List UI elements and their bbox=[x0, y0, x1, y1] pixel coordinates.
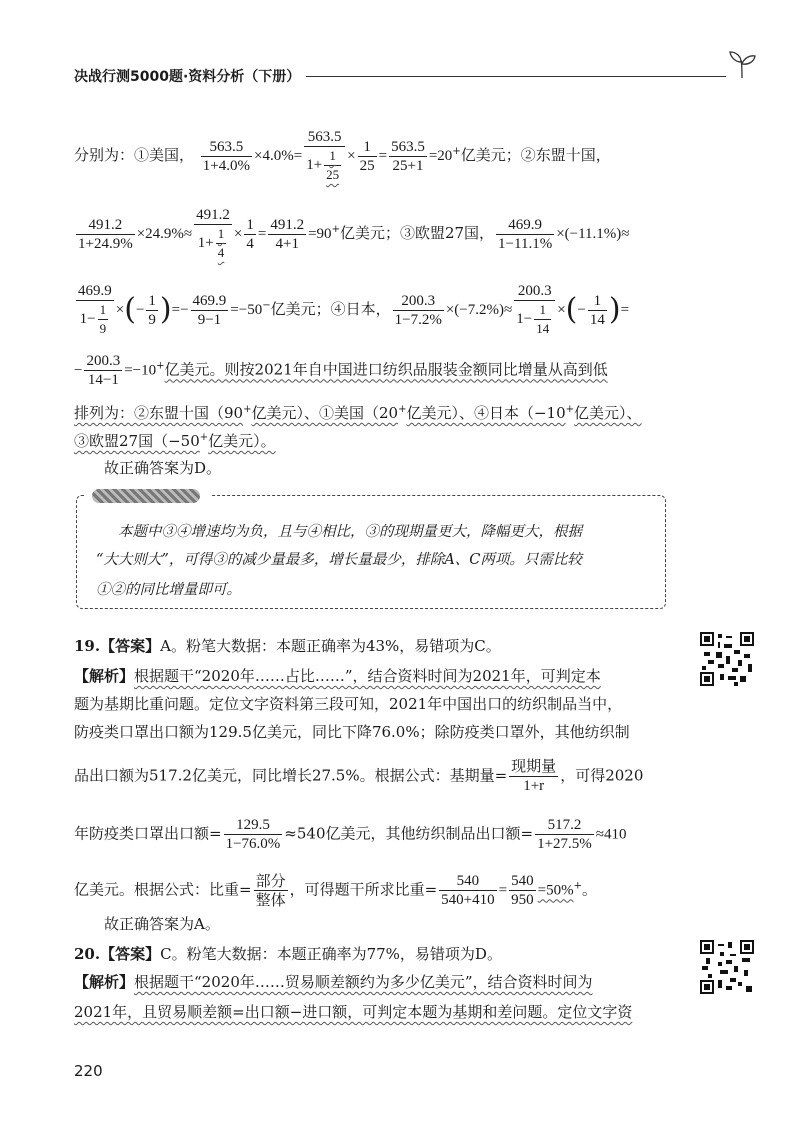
result: ≈410 bbox=[595, 826, 627, 843]
numerator: 563.5 bbox=[391, 138, 425, 155]
superscript: + bbox=[199, 432, 209, 443]
denominator: 1−11.1% bbox=[498, 235, 553, 252]
denominator: 1−76.0% bbox=[225, 836, 281, 852]
tip-badge bbox=[84, 486, 210, 506]
nested-fraction bbox=[98, 301, 109, 338]
denominator: 9−1 bbox=[197, 311, 222, 328]
operator: ×(−7.2%)≈ bbox=[445, 302, 513, 318]
line-6 bbox=[74, 428, 674, 451]
operator: ×(−11.1%)≈ bbox=[556, 226, 630, 242]
numerator: 200.3 bbox=[393, 292, 444, 311]
nested-fraction bbox=[216, 225, 227, 262]
numerator: 1 bbox=[98, 301, 109, 320]
nested-fraction bbox=[534, 301, 551, 338]
fraction bbox=[358, 138, 377, 175]
numerator: 491.2 bbox=[196, 207, 230, 223]
denominator bbox=[514, 301, 555, 338]
denominator: 整体 bbox=[255, 891, 286, 909]
superscript: + bbox=[331, 224, 340, 235]
tip-badge-pattern bbox=[92, 489, 200, 503]
superscript: + bbox=[452, 146, 461, 157]
denominator: 25 bbox=[326, 167, 340, 182]
left-paren: ( bbox=[124, 292, 136, 327]
operator: = bbox=[378, 148, 388, 164]
numerator: 1 bbox=[216, 225, 227, 244]
numerator: 469.9 bbox=[192, 292, 227, 309]
numerator: 部分 bbox=[255, 872, 286, 890]
line-3 bbox=[74, 282, 674, 338]
fraction bbox=[535, 816, 594, 853]
q19-explain-3: 防疫类口罩出口额为129.5亿美元，同比下降76.0%；除防疫类口罩外，其他纺织制 bbox=[74, 723, 630, 741]
text: 亿美元；②东盟十国， bbox=[460, 146, 611, 164]
text: 亿美元）、④日本（−10 bbox=[406, 404, 566, 422]
text: 根据题干“2020年……占比……”，结合资料时间为2021年，可判定本 bbox=[134, 667, 601, 685]
minus: − bbox=[135, 302, 145, 318]
superscript: + bbox=[565, 404, 575, 415]
text: 亿美元）、①美国（20 bbox=[251, 404, 399, 422]
qr-code-icon[interactable] bbox=[700, 940, 754, 994]
fraction bbox=[84, 352, 122, 389]
superscript: + bbox=[573, 880, 582, 892]
numerator: 491.2 bbox=[76, 216, 135, 235]
fraction bbox=[76, 282, 114, 338]
numerator: 491.2 bbox=[270, 216, 305, 233]
numerator: 200.3 bbox=[514, 282, 555, 301]
numerator: 563.5 bbox=[201, 138, 252, 157]
q19-explain-2: 题为基期比重问题。定位文字资料第三段可知，2021年中国出口的纺织制品当中， bbox=[74, 695, 623, 713]
right-paren: ) bbox=[159, 292, 172, 327]
answer-line: 故正确答案为D。 bbox=[104, 459, 222, 477]
nested-fraction bbox=[324, 147, 341, 184]
operator: × bbox=[347, 148, 356, 164]
denominator: 14 bbox=[589, 311, 605, 328]
denominator: 9 bbox=[148, 311, 156, 328]
q19-answer-text: A。粉笔大数据：本题正确率为43%，易错项为C。 bbox=[160, 637, 501, 655]
numerator: 469.9 bbox=[78, 283, 112, 299]
fraction bbox=[514, 282, 555, 338]
denominator-part: 1+ bbox=[306, 156, 323, 173]
text: 亿美元。则按2021年自中国进口纺织品服装金额同比增量从高到低 bbox=[164, 360, 608, 379]
denominator: 4+1 bbox=[275, 235, 299, 252]
fraction bbox=[509, 872, 536, 909]
q20-answer-line bbox=[74, 944, 674, 964]
operator: ×4.0%= bbox=[254, 148, 303, 164]
q19-explain-1 bbox=[74, 666, 674, 686]
superscript: + bbox=[243, 404, 252, 415]
text: 。 bbox=[581, 880, 597, 899]
minus: − bbox=[74, 362, 83, 379]
text: 排列为：②东盟十国（90 bbox=[74, 404, 244, 422]
text: 年防疫类口罩出口额= bbox=[74, 824, 222, 843]
denominator: 540+410 bbox=[441, 892, 495, 908]
fraction bbox=[509, 758, 558, 795]
fraction bbox=[496, 216, 554, 253]
page-number: 220 bbox=[74, 1062, 103, 1080]
header-rule bbox=[306, 76, 726, 77]
numerator: 1 bbox=[148, 292, 156, 309]
denominator bbox=[194, 225, 232, 262]
text: 2021年，且贸易顺差额=出口额−进口额，可判定本题为基期和差问题。定位文字资 bbox=[74, 1003, 633, 1021]
numerator: 563.5 bbox=[304, 128, 345, 147]
q19-explain-6 bbox=[74, 872, 674, 909]
numerator: 469.9 bbox=[496, 216, 554, 235]
fraction bbox=[588, 292, 607, 329]
superscript: − bbox=[262, 300, 271, 311]
fraction bbox=[224, 816, 283, 853]
superscript: + bbox=[398, 404, 407, 415]
numerator: 现期量 bbox=[511, 759, 557, 775]
header-title: 决战行测5000题·资料分析（下册） bbox=[74, 69, 301, 85]
operator: =− bbox=[171, 302, 189, 318]
operator: ×24.9%≈ bbox=[136, 226, 193, 242]
operator: = bbox=[620, 302, 630, 318]
text: ，可得2020 bbox=[560, 766, 644, 785]
denominator: 14 bbox=[536, 321, 550, 336]
fraction bbox=[254, 872, 288, 909]
running-header bbox=[74, 64, 754, 88]
denominator: 1+r bbox=[523, 778, 545, 794]
denominator: 1+24.9% bbox=[78, 235, 133, 252]
denominator: 25 bbox=[359, 157, 375, 174]
q19-explain-5 bbox=[74, 816, 674, 853]
q20-explain-2 bbox=[74, 1002, 674, 1022]
fraction bbox=[76, 216, 135, 253]
result: =50% bbox=[537, 882, 574, 899]
tip-line-3: ①②的同比增量即可。 bbox=[96, 582, 241, 598]
minus: − bbox=[577, 302, 586, 318]
left-paren: ( bbox=[565, 292, 578, 327]
fraction bbox=[201, 138, 252, 175]
numerator: 1 bbox=[246, 216, 254, 233]
fraction bbox=[191, 292, 229, 329]
text: 分别为：①美国， bbox=[74, 146, 195, 164]
qr-code-icon[interactable] bbox=[700, 632, 754, 686]
numerator: 1 bbox=[358, 138, 377, 157]
operator: = bbox=[257, 226, 267, 242]
text: ③欧盟27国（−50 bbox=[74, 432, 200, 450]
q19-answer-label: 19.【答案】 bbox=[74, 637, 161, 655]
denominator: 9 bbox=[99, 321, 107, 336]
q19-explain-4 bbox=[74, 758, 674, 795]
q20-explain-label: 【解析】 bbox=[74, 973, 135, 991]
text: ≈540亿美元，其他纺织制品出口额= bbox=[284, 824, 534, 843]
fraction bbox=[244, 216, 256, 253]
text: 亿美元；③欧盟27国， bbox=[339, 224, 495, 242]
result: =20 bbox=[428, 148, 453, 164]
right-paren: ) bbox=[608, 292, 621, 327]
denominator: 1−7.2% bbox=[394, 311, 442, 328]
fraction bbox=[389, 138, 427, 175]
numerator: 200.3 bbox=[86, 353, 121, 369]
denominator-part: 1+ bbox=[197, 234, 214, 251]
line-1 bbox=[74, 128, 674, 184]
fraction bbox=[268, 216, 306, 253]
result: =90 bbox=[308, 226, 332, 242]
denominator: 950 bbox=[511, 892, 534, 908]
denominator-part: 1− bbox=[516, 310, 533, 327]
denominator bbox=[76, 301, 114, 338]
denominator bbox=[304, 147, 345, 184]
line-2 bbox=[74, 206, 674, 262]
q20-answer-label: 20.【答案】 bbox=[74, 945, 161, 963]
operator: = bbox=[498, 882, 508, 899]
denominator: 1+4.0% bbox=[202, 157, 251, 174]
text: 根据题干“2020年……贸易顺差额约为多少亿美元”，结合资料时间为 bbox=[134, 973, 593, 991]
denominator: 4 bbox=[246, 235, 254, 252]
text: 亿美元。根据公式：比重= bbox=[74, 880, 252, 899]
q19-answer-line bbox=[74, 636, 674, 656]
tip-line-2: “大大则大”，可得③的减少量最多，增长量最少，排除A、C两项。只需比较 bbox=[96, 552, 582, 568]
line-4 bbox=[74, 352, 674, 389]
fraction bbox=[439, 872, 496, 909]
denominator: 4 bbox=[217, 245, 225, 260]
q20-explain-1 bbox=[74, 972, 674, 992]
numerator: 517.2 bbox=[535, 816, 594, 835]
numerator: 129.5 bbox=[224, 816, 283, 835]
fraction bbox=[393, 292, 444, 329]
numerator: 540 bbox=[439, 872, 496, 891]
sprout-leaf-icon bbox=[726, 48, 758, 80]
superscript: + bbox=[156, 360, 165, 372]
result: =−10 bbox=[124, 362, 157, 379]
numerator: 1 bbox=[534, 301, 551, 320]
line-5 bbox=[74, 400, 674, 423]
text: ，可得题干所求比重= bbox=[289, 880, 438, 899]
text: 亿美元）。 bbox=[208, 432, 276, 450]
denominator: 1+27.5% bbox=[537, 836, 592, 852]
denominator-part: 1− bbox=[79, 310, 96, 327]
operator: × bbox=[557, 302, 566, 318]
fraction bbox=[304, 128, 345, 184]
denominator: 14−1 bbox=[87, 372, 119, 388]
denominator: 25+1 bbox=[392, 157, 424, 174]
fraction bbox=[194, 206, 232, 262]
tip-line-1: 本题中③④增速均为负，且与④相比，③的现期量更大，降幅更大，根据 bbox=[118, 524, 582, 540]
operator: × bbox=[115, 302, 125, 318]
operator: × bbox=[233, 226, 243, 242]
text: 亿美元）、 bbox=[574, 404, 642, 422]
numerator: 1 bbox=[324, 147, 341, 166]
text: 品出口额为517.2亿美元，同比增长27.5%。根据公式：基期量= bbox=[74, 766, 508, 785]
q19-explain-label: 【解析】 bbox=[74, 667, 135, 685]
result: =−50 bbox=[230, 302, 263, 318]
text: 亿美元；④日本， bbox=[270, 300, 391, 318]
fraction bbox=[146, 292, 158, 329]
numerator: 1 bbox=[588, 292, 607, 311]
q20-answer-text: C。粉笔大数据：本题正确率为77%，易错项为D。 bbox=[160, 945, 502, 963]
q19-final: 故正确答案为A。 bbox=[104, 915, 220, 933]
numerator: 540 bbox=[511, 873, 534, 889]
